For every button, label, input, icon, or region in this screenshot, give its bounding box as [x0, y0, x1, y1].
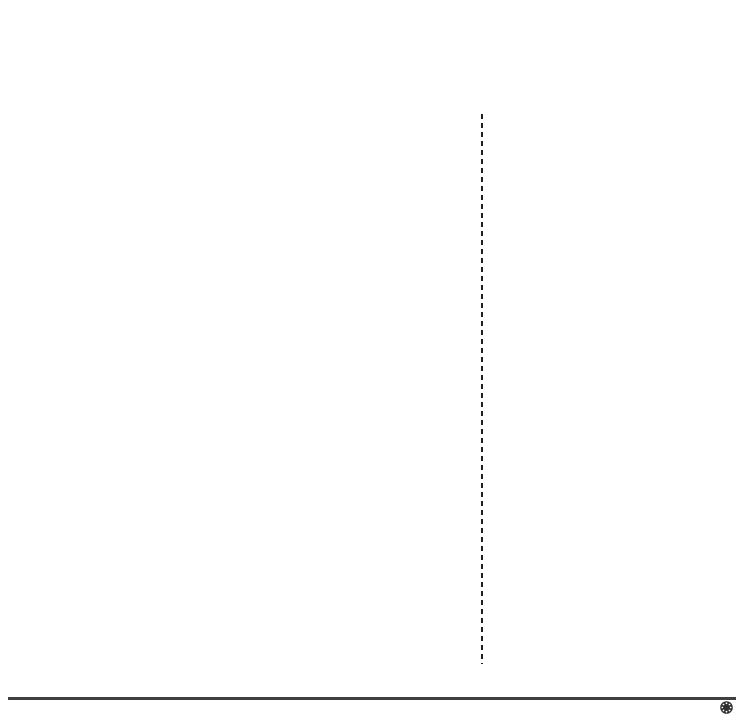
average-line: [481, 114, 483, 664]
reuters-logo: [720, 701, 736, 714]
reuters-orb-icon: [720, 701, 733, 714]
footer-divider: [8, 697, 736, 700]
